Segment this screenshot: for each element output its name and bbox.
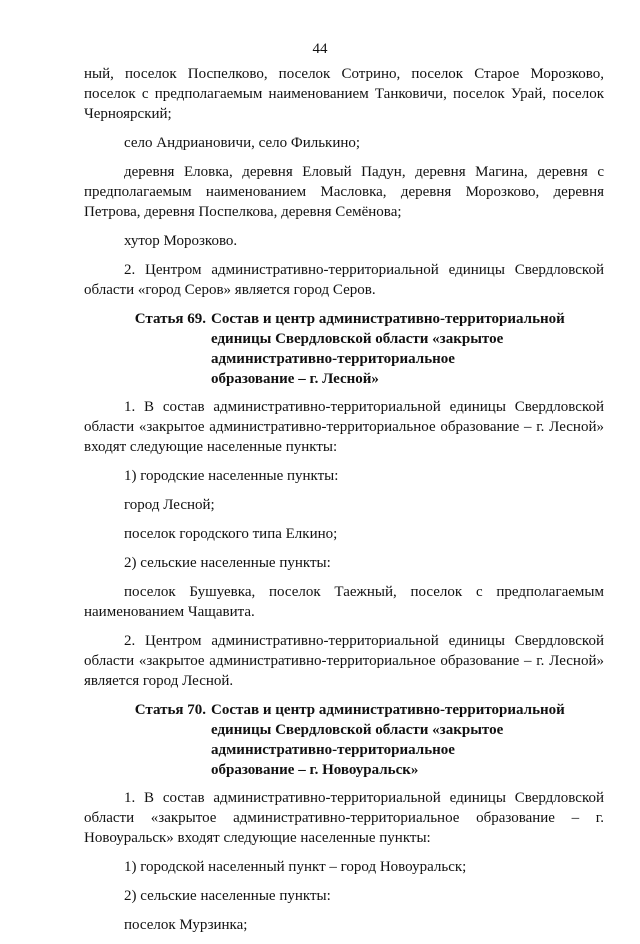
paragraph: 1) городской населенный пункт – город Новоуральск; xyxy=(124,859,467,875)
paragraph: 2) сельские населенные пункты: xyxy=(124,555,331,571)
article-70-heading xyxy=(84,700,604,780)
page-content xyxy=(84,64,604,944)
article-title-line: Состав и центр административно-территориальной xyxy=(211,311,565,327)
article-69-heading xyxy=(84,309,604,389)
article-title-line: Состав и центр административно-территориальной xyxy=(211,702,565,718)
paragraph: 1) городские населенные пункты: xyxy=(124,468,339,484)
paragraph: село Андриановичи, село Филькино; xyxy=(124,135,361,151)
paragraph: хутор Морозково. xyxy=(124,233,238,249)
article-title xyxy=(211,700,604,780)
page-number: 44 xyxy=(312,41,328,57)
paragraph: деревня Еловка, деревня Еловый Падун, деревня Магина, деревня с предполагаемым наименованием Масловка, деревня Морозково, деревня Петрова, деревня Поспелкова, деревня Семёнова; xyxy=(84,164,604,220)
paragraph: 2. Центром административно-территориальной единицы Свердловской области «закрытое административно-территориальное образование – г. Лесной» является город Лесной. xyxy=(84,633,604,689)
paragraph: поселок городского типа Елкино; xyxy=(124,526,338,542)
article-title-line: административно-территориальное xyxy=(211,351,455,367)
article-title-line: единицы Свердловской области «закрытое xyxy=(211,331,504,347)
paragraph: город Лесной; xyxy=(124,497,215,513)
paragraph: поселок Мурзинка; xyxy=(124,917,248,933)
paragraph: поселок Бушуевка, поселок Таежный, поселок с предполагаемым наименованием Чащавита. xyxy=(84,584,604,620)
paragraph: 1. В состав административно-территориальной единицы Свердловской области «закрытое административно-территориальное образование – г. Лесной» входят следующие населенные пункты: xyxy=(84,399,604,455)
paragraph: 1. В состав административно-территориальной единицы Свердловской области «закрытое административно-территориальное образование – г. Новоуральск» входят следующие населенные пункты: xyxy=(84,790,604,846)
article-title-line: административно-территориальное xyxy=(211,742,455,758)
article-title xyxy=(211,309,604,389)
article-label: Статья 69. xyxy=(134,311,206,327)
article-title-line: единицы Свердловской области «закрытое xyxy=(211,722,504,738)
article-title-line: образование – г. Новоуральск» xyxy=(211,762,419,778)
paragraph: 2) сельские населенные пункты: xyxy=(124,888,331,904)
article-label: Статья 70. xyxy=(134,702,206,718)
article-title-line: образование – г. Лесной» xyxy=(211,371,379,387)
paragraph: 2. Центром административно-территориальной единицы Свердловской области «город Серов» является город Серов. xyxy=(84,262,604,298)
paragraph: ный, поселок Поспелково, поселок Сотрино, поселок Старое Морозково, поселок с предполагаемым наименованием Танковичи, поселок Урай, поселок Черноярский; xyxy=(84,66,604,122)
